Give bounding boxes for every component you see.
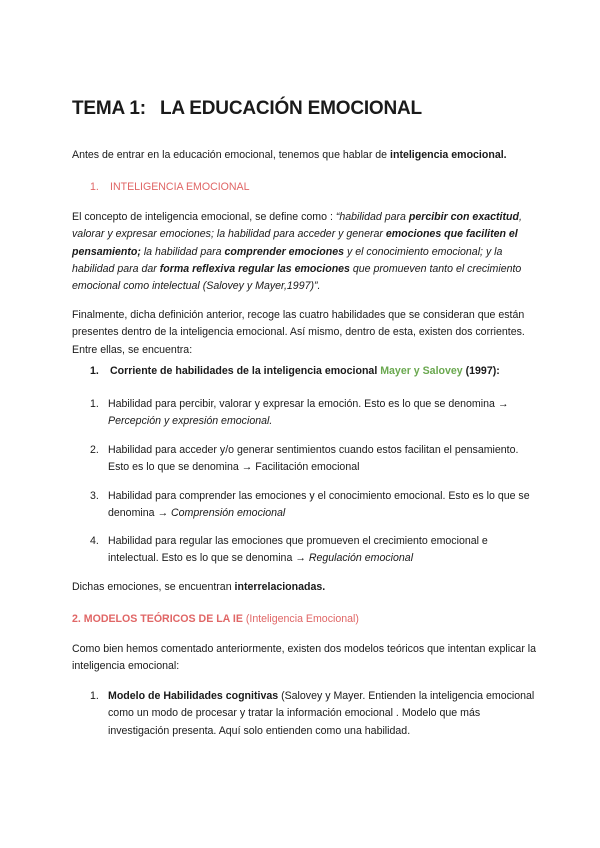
model-item [90,688,540,740]
ability-number: 1. [90,398,99,410]
current-lead: Corriente de habilidades de la inteligencia emocional [110,365,381,377]
ability-text: Habilidad para regular las emociones que promueven el crecimiento emocional e intelectual. Esto es lo que se denomina → [108,535,488,565]
title-text: LA EDUCACIÓN EMOCIONAL [160,98,422,119]
interrelated-lead: Dichas emociones, se encuentran [72,581,235,593]
section-2-note: (Inteligencia Emocional) [242,613,359,625]
definition-bold: forma reflexiva regular las emociones [159,262,350,275]
ability-term: Percepción y expresión emocional. [108,415,273,428]
ability-text: Habilidad para percibir, valorar y expresar la emoción. Esto es lo que se denomina → [108,398,509,410]
ability-text: Habilidad para comprender las emociones y el conocimiento emocional. Esto es lo que se denomina → [108,490,530,520]
definition-part: que promueven tanto el crecimiento emocional como intelectual (Salovey y Mayer,1997)”. [72,262,522,293]
ability-item [90,442,540,477]
ability-item [90,396,540,431]
ability-item [90,533,540,568]
intro-bold: inteligencia emocional. [390,149,507,161]
section-1-number: 1. [90,181,99,193]
definition-part: “habilidad para [335,211,409,223]
final-paragraph: Finalmente, dicha definición anterior, recoge las cuatro habilidades que se consideran que están presentes dentro de la inteligencia emocional. Así mismo, dentro de esta, existen dos corrientes. Entre ellas, se encuentra: [72,309,525,356]
ability-item [90,488,540,523]
definition-part: y el conocimiento emocional; y la habilidad para dar [72,245,503,275]
intro-lead: Antes de entrar en la educación emocional, tenemos que hablar de [72,149,391,161]
current-year: (1997): [462,365,500,377]
section-1-heading [90,179,540,196]
intro-paragraph [72,147,540,164]
models-intro: Como bien hemos comentado anteriormente, existen dos modelos teóricos que intentan explicar la inteligencia emocional: [72,643,537,673]
page-title [72,98,540,120]
current-heading [90,363,540,380]
definition-paragraph [72,209,540,295]
definition-part: , valorar y expresar emociones; la habilidad para acceder y generar [72,211,522,241]
definition-part: la habilidad para [140,245,225,258]
definition-bold: emociones que faciliten el pensamiento; [72,228,518,258]
current-number: 1. [90,365,99,377]
definition-bold: comprender emociones [224,245,345,258]
section-2-heading [72,611,540,628]
section-2-text: 2. MODELOS TEÓRICOS DE LA IE [72,613,243,625]
ability-number: 4. [90,535,99,547]
title-number: TEMA 1: [72,98,146,119]
current-authors: Mayer y Salovey [380,365,463,377]
ability-number: 3. [90,490,99,502]
model-text: (Salovey y Mayer. Entienden la inteligencia emocional como un modo de procesar y tratar la información emocional . Modelo que más investigación presenta. Aquí solo entienden como una habilidad. [108,690,535,737]
section-1-text: INTELIGENCIA EMOCIONAL [110,181,250,193]
ability-term: Regulación emocional [308,552,414,565]
definition-bold: percibir con exactitud [408,211,519,223]
model-number: 1. [90,690,99,702]
ability-term: Facilitación emocional [255,461,360,474]
interrelated-bold: interrelacionadas. [234,581,326,593]
ability-number: 2. [90,444,99,456]
ability-term: Comprensión emocional [171,507,286,520]
model-name: Modelo de Habilidades cognitivas [108,690,279,702]
ability-text: Habilidad para acceder y/o generar sentimientos cuando estos facilitan el pensamiento. Esto es lo que se denomina → [108,444,519,474]
interrelated-paragraph [72,579,540,596]
definition-lead: El concepto de inteligencia emocional, se define como : [72,211,336,223]
